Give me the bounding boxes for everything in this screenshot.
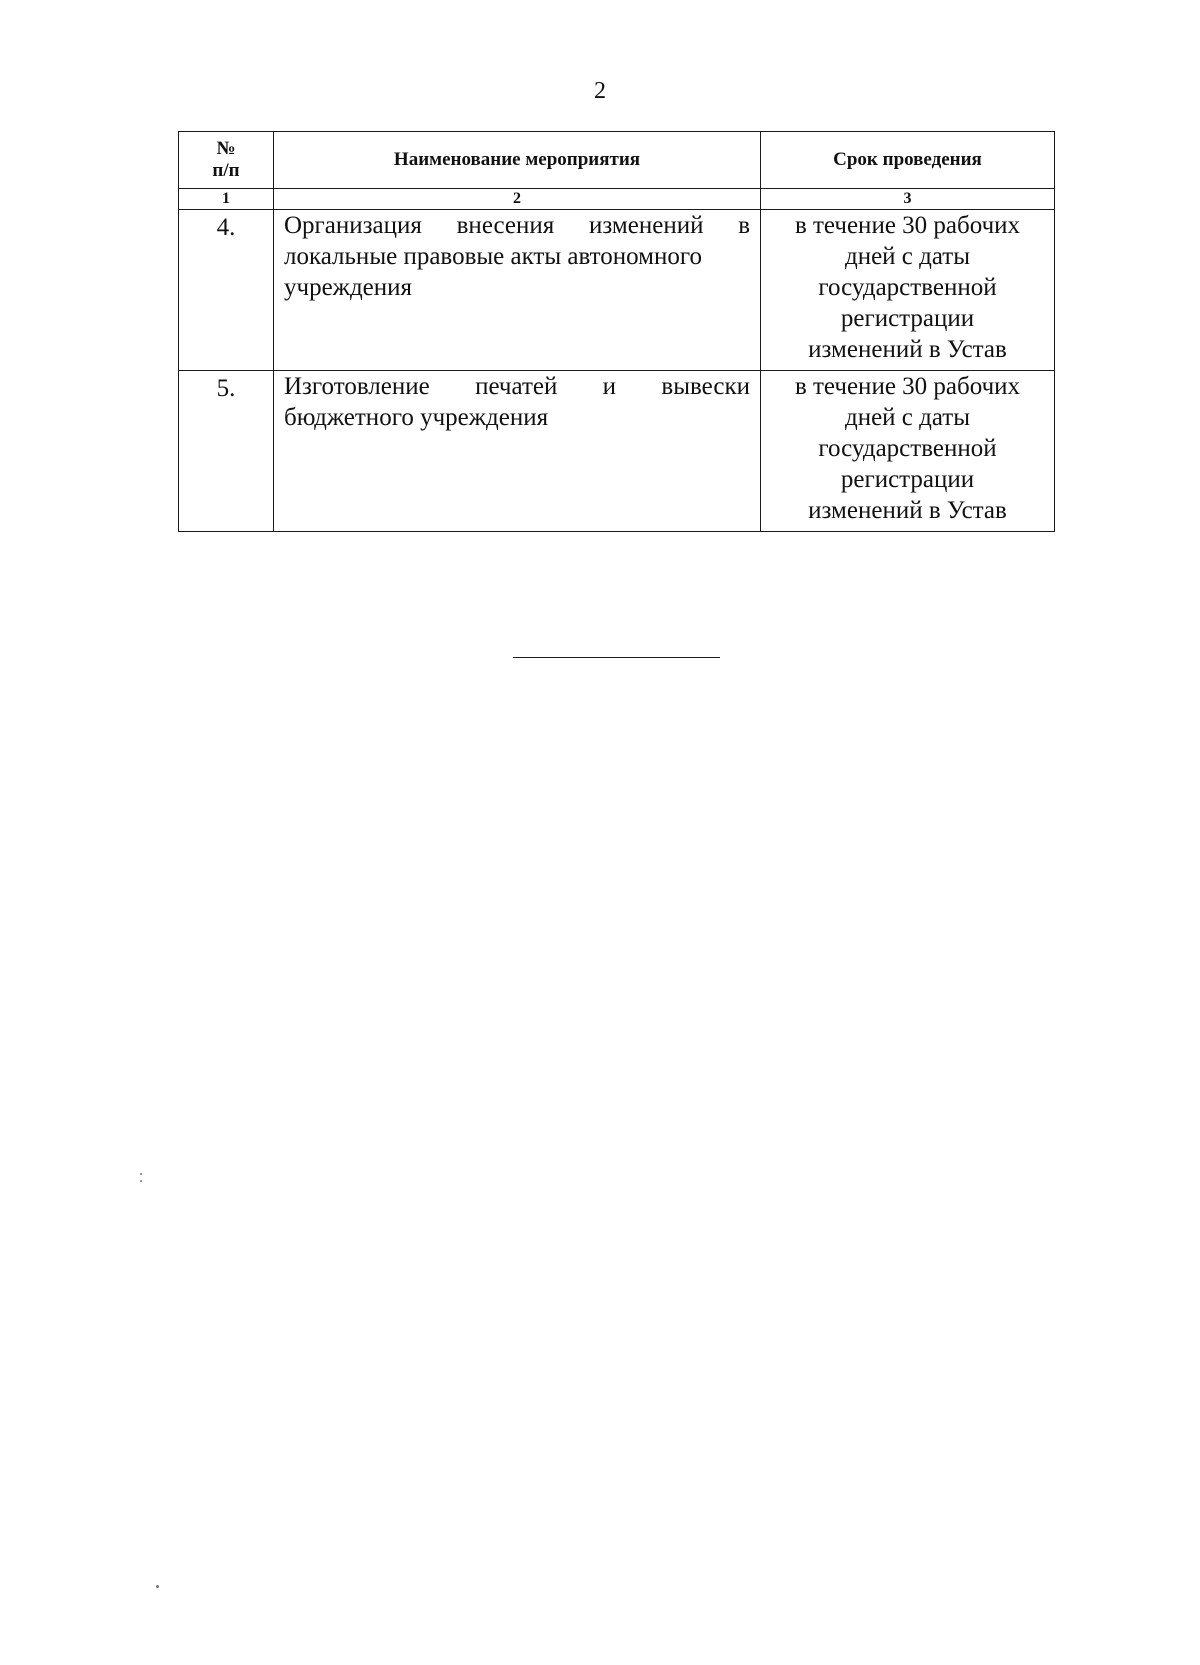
row-event-name-line: Организация внесения изменений в xyxy=(284,212,750,239)
table-row xyxy=(179,210,1055,371)
row-term-line: изменений в Устав xyxy=(808,336,1007,363)
header-term: Срок проведения xyxy=(761,132,1055,189)
row-event-name xyxy=(274,210,761,371)
row-event-name-line: бюджетного учреждения xyxy=(284,404,549,431)
row-event-name-line: учреждения xyxy=(284,274,413,301)
header-num-abbr: п/п xyxy=(212,160,240,181)
row-event-name-line: локальные правовые акты автономного xyxy=(284,243,703,270)
row-term-line: в течение 30 рабочих xyxy=(794,373,1021,400)
row-term-line: регистрации xyxy=(840,305,975,332)
scan-speck xyxy=(156,1585,159,1588)
row-term xyxy=(761,210,1055,371)
row-number: 4. xyxy=(179,210,274,371)
row-event-name-line: Изготовление печатей и вывески xyxy=(284,373,750,400)
table-header-row xyxy=(179,132,1055,189)
table-index-row xyxy=(179,189,1055,210)
header-event-name: Наименование мероприятия xyxy=(274,132,761,189)
row-term-line: в течение 30 рабочих xyxy=(794,212,1021,239)
row-term-line: государственной xyxy=(818,435,997,462)
index-cell-1: 1 xyxy=(179,189,274,210)
row-term-line: регистрации xyxy=(840,466,975,493)
row-term-line: государственной xyxy=(818,274,997,301)
row-term-line: изменений в Устав xyxy=(808,497,1007,524)
scan-speck xyxy=(140,1180,142,1182)
index-cell-3: 3 xyxy=(761,189,1055,210)
header-num-symbol: № xyxy=(216,138,236,159)
header-num xyxy=(179,132,274,189)
row-event-name xyxy=(274,371,761,532)
row-term-line: дней с даты xyxy=(844,243,971,270)
index-cell-2: 2 xyxy=(274,189,761,210)
table-row xyxy=(179,371,1055,532)
row-number: 5. xyxy=(179,371,274,532)
row-term-line: дней с даты xyxy=(844,404,971,431)
events-table xyxy=(178,131,1055,532)
row-term xyxy=(761,371,1055,532)
end-of-document-rule xyxy=(513,657,720,658)
scan-speck xyxy=(140,1173,142,1175)
page-number: 2 xyxy=(594,78,606,104)
